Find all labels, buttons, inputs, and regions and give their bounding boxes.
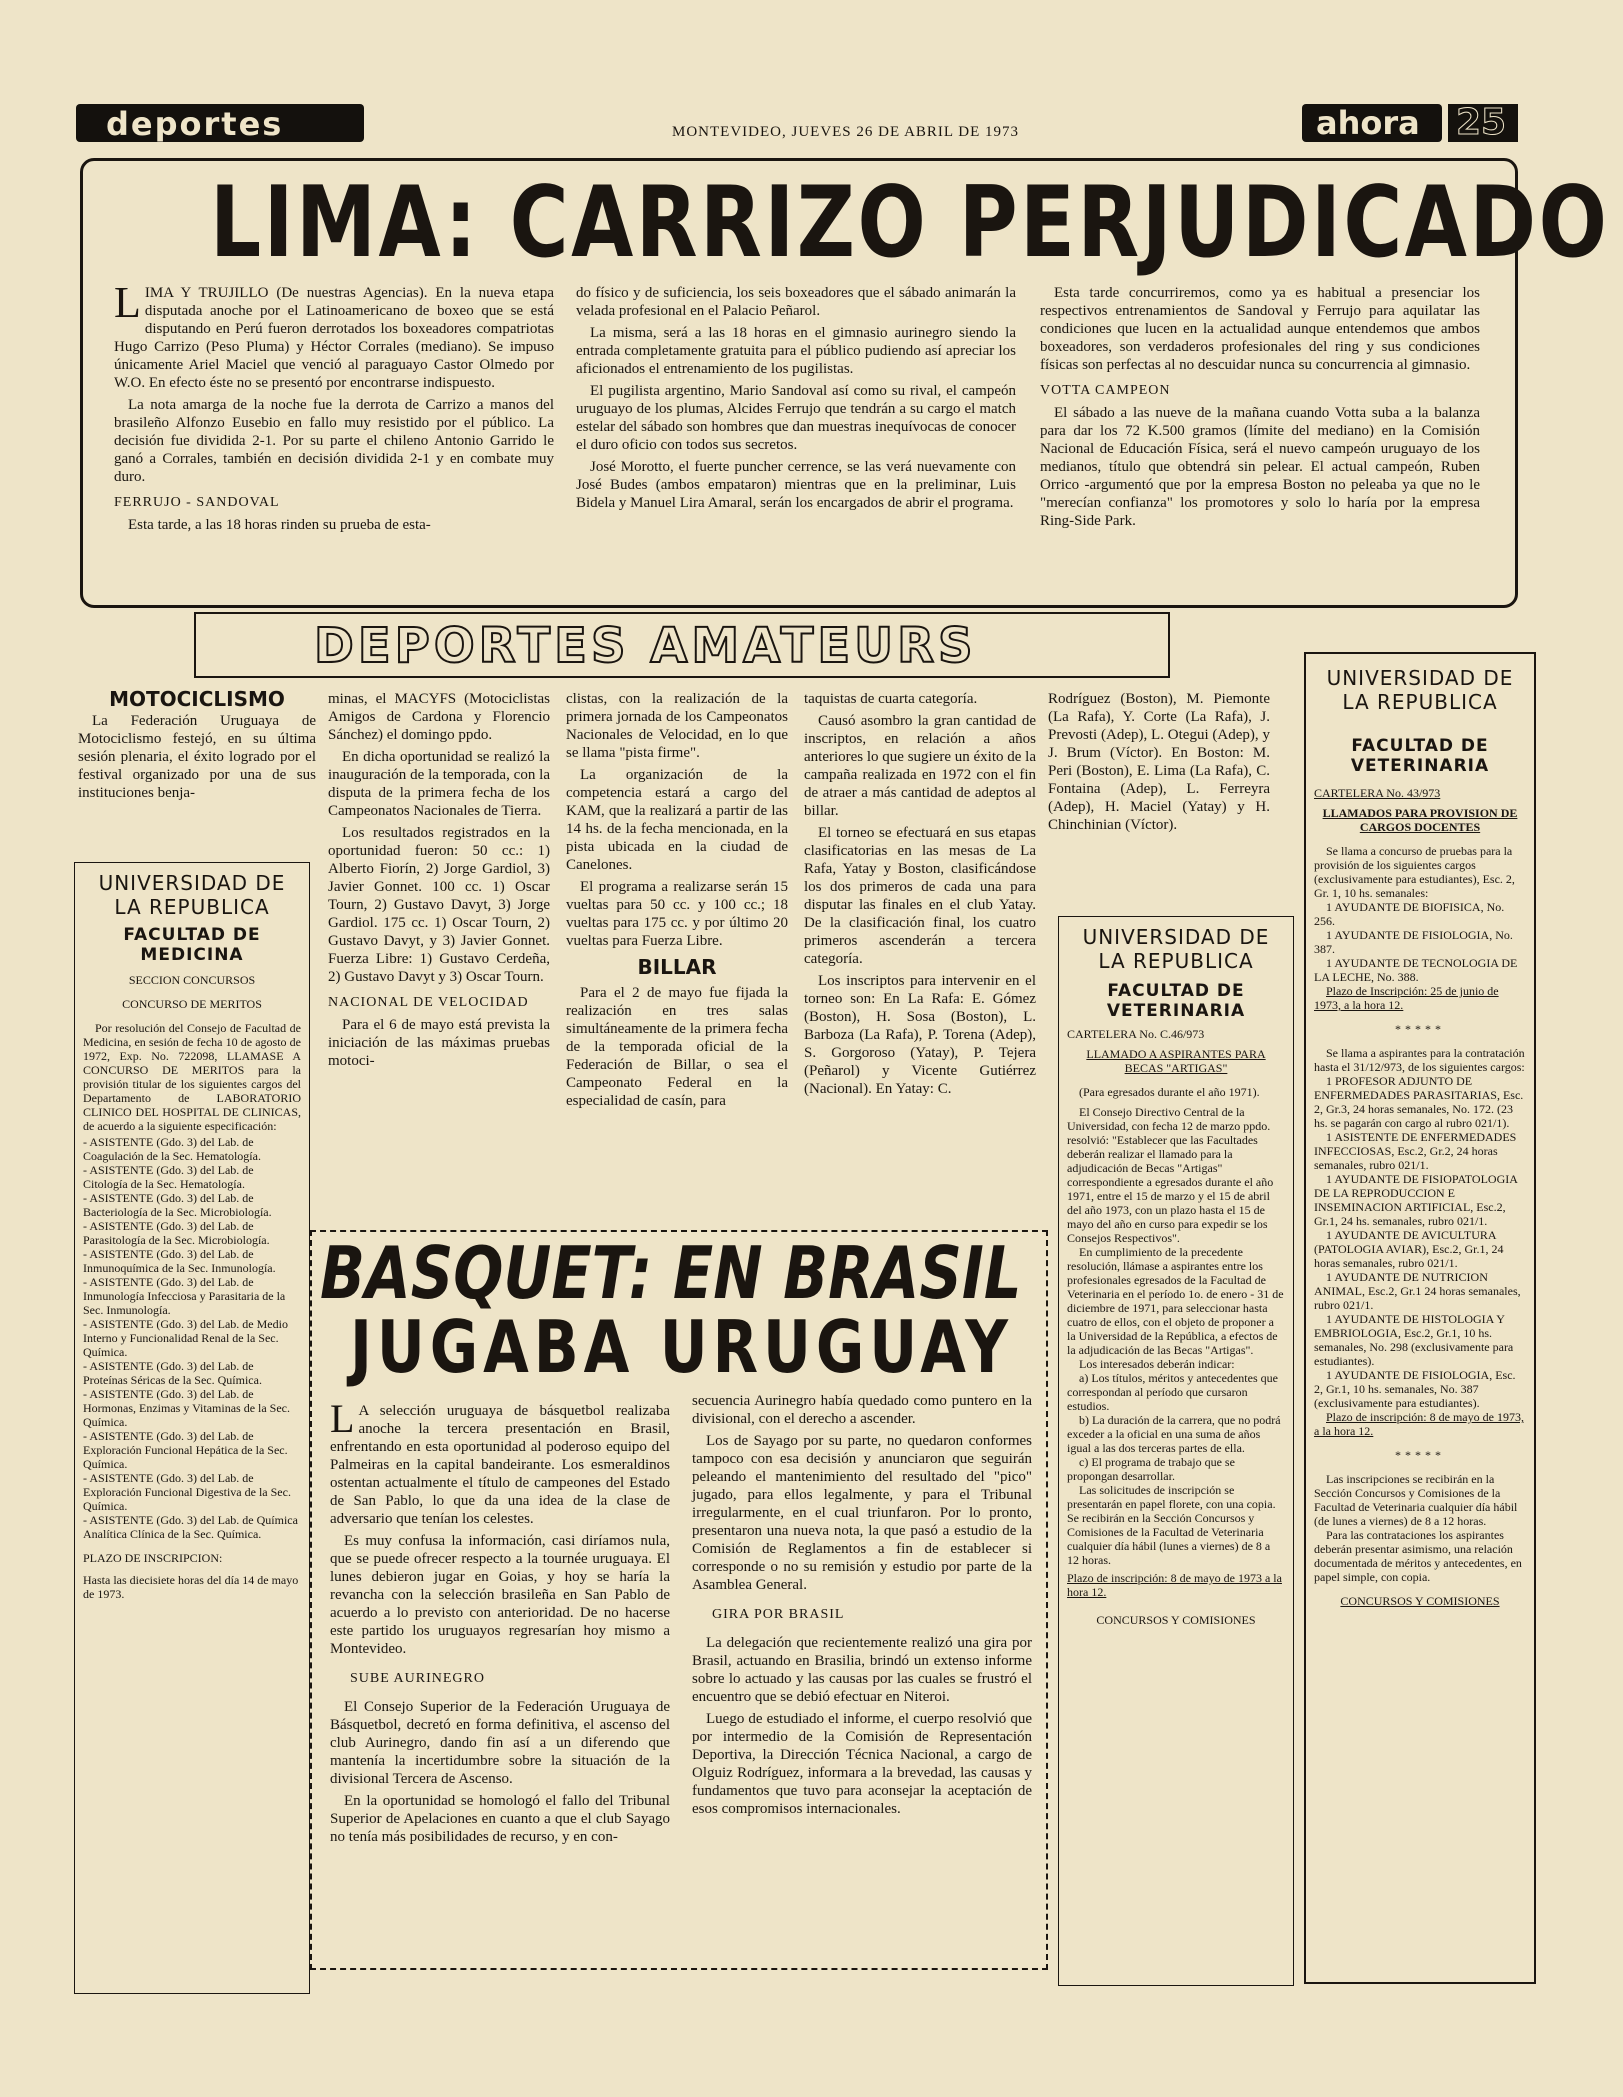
vet-right-p13: 1 AYUDANTE DE FISIOLOGIA, Esc. 2, Gr.1, 10 hs. semanales, No. 387 (exclusivamente para estudiantes). [1314, 1368, 1516, 1410]
amateurs-banner-text: DEPORTES AMATEURS [314, 618, 977, 674]
lead-column-1 [114, 278, 554, 538]
vet-right-p2: 1 AYUDANTE DE BIOFISICA, No. 256. [1314, 900, 1505, 928]
lead-col1-p2: La nota amarga de la noche fue la derrota de Carrizo a manos del brasileño Alfonzo Eusebio en fallo muy resistido por el público. La decisión fue dividida 2-1. Por su parte el chileno Antonio Garrido le ganó a Corrales, también en decisión dividida 2-1 y en combate muy duro. [114, 397, 554, 485]
medicina-item: - ASISTENTE (Gdo. 3) del Lab. de Exploración Funcional Hepática de la Sec. Química. [83, 1429, 288, 1471]
basquet-c2-p3: La delegación que recientemente realizó una gira por Brasil, actuando en Brasilia, brindó un extenso informe sobre lo actuado y las causas por las cuales se frustró el encuentro que se debió efectuar en Niteroi. [692, 1635, 1032, 1705]
vet-small-firma: CONCURSOS Y COMISIONES [1096, 1613, 1256, 1627]
amateurs-column-3 [566, 690, 788, 1114]
medicina-item: - ASISTENTE (Gdo. 3) del Lab. de Exploración Funcional Digestiva de la Sec. Química. [83, 1471, 291, 1513]
page-number-text: 25 [1456, 102, 1507, 143]
ad-veterinaria-docentes [1304, 652, 1536, 1984]
vet-right-p8: 1 ASISTENTE DE ENFERMEDADES INFECCIOSAS, Esc.2, Gr.2, 24 horas semanales, rubro 021/1. [1314, 1130, 1517, 1172]
vet-right-p16: Para las contrataciones los aspirantes deberán presentar asimismo, una relación documentada de méritos y antecedentes, en papel simple, con copia. [1314, 1528, 1522, 1584]
medicina-uni: UNIVERSIDAD DE LA REPUBLICA [98, 871, 286, 919]
lead-drop-cap: L [114, 278, 141, 327]
billar-c4-p1: taquistas de cuarta categoría. [804, 691, 978, 707]
medicina-item: - ASISTENTE (Gdo. 3) del Lab. de Coagulación de la Sec. Hematología. [83, 1135, 261, 1163]
vet-right-p6: Se llama a aspirantes para la contratación hasta el 31/12/973, de los siguientes cargos: [1314, 1046, 1525, 1074]
medicina-item: - ASISTENTE (Gdo. 3) del Lab. de Bacteriología de la Sec. Microbiología. [83, 1191, 272, 1219]
basquet-column-1 [330, 1396, 670, 1850]
basquet-c1-p1: A selección uruguaya de básquetbol realizaba anoche la tercera presentación en Brasil, enfrentando en esta oportunidad al poderoso equipo del Palmeiras en la capital bandeirante. Los esmeraldinos ostentan actualmente el título de campeones del Estado de San Pablo, lo que da una idea de la clase de adversario que tenían los celestes. [330, 1403, 670, 1527]
billar-c4-p2: Causó asombro la gran cantidad de inscriptos, en relación a años anteriores lo que sugiere un éxito de la campaña realizada en 1972 con el fin de atraer a más cantidad de adeptos al billar. [804, 713, 1037, 819]
lead-column-3 [1040, 284, 1480, 534]
medicina-concurso: CONCURSO DE MERITOS [122, 997, 262, 1011]
vet-small-p6: b) La duración de la carrera, que no podrá exceder a la oficial en una suma de años igual a las dos terceras partes de ella. [1067, 1413, 1281, 1455]
ad-facultad-medicina [74, 862, 310, 1994]
basquet-c1-p3: El Consejo Superior de la Federación Uruguaya de Básquetbol, decretó en forma definitiva, el ascenso del club Aurinegro, dando fin así a un diferendo que mantenía la incertidumbre sobre la situación de la divisional Tercera de Ascenso. [330, 1699, 670, 1787]
basquet-headline-2: JUGABA URUGUAY [350, 1305, 1013, 1389]
vet-right-p14: Plazo de inscripción: 8 de mayo de 1973, a la hora 12. [1314, 1410, 1524, 1438]
billar-c4-p3: El torneo se efectuará en sus etapas clasificatorias en las mesas de La Rafa, Yatay y Boston, clasificándose los dos primeros de cada una para disputar las finales en el club Yatay. De la clasificación final, los cuatro primeros ascenderán a tercera categoría. [804, 825, 1036, 967]
page-number [1448, 104, 1518, 142]
basquet-c2-subhead: GIRA POR BRASIL [712, 1607, 845, 1622]
lead-col2-p2: La misma, será a las 18 horas en el gimnasio aurinegro siendo la entrada completamente gratuita para el público pudiendo así apreciar los aficionados el entrenamiento de los pugilistas. [576, 325, 1016, 377]
vet-right-p10: 1 AYUDANTE DE AVICULTURA (PATOLOGIA AVIAR), Esc.2, Gr.1, 24 horas semanales, rubro 021/1. [1314, 1228, 1504, 1270]
basquet-c1-p2: Es muy confusa la información, casi diríamos nula, que se puede ofrecer respecto a la tournée uruguaya. El lunes debieron jugar en Goias, y hoy se haría la revancha con la selección brasileña en San Pablo de acuerdo a lo previsto con anterioridad. De no hacerse este partido los uruguayos regresarían hoy mismo a Montevideo. [330, 1533, 670, 1657]
dateline: MONTEVIDEO, JUEVES 26 DE ABRIL DE 1973 [672, 124, 1020, 140]
lead-col3-p2: El sábado a las nueve de la mañana cuando Votta suba a la balanza para dar los 72 K.500 gramos (límite del mediano) en la Comisión Nacional de Educación Física, será el nuevo campeón uruguayo de los medianos, título que obtendrá sin pelear. El actual campeón, Ruben Orrico -argumentó que por la empresa Boston no peleaba ya que no le "merecían confianza" los promotores y solo lo haría por la empresa Ring-Side Park. [1040, 405, 1480, 529]
basquet-c2-p1: secuencia Aurinegro había quedado como puntero en la divisional, con el derecho a ascender. [692, 1393, 1032, 1427]
medicina-item: - ASISTENTE (Gdo. 3) del Lab. de Parasitología de la Sec. Microbiología. [83, 1219, 270, 1247]
medicina-body: Por resolución del Consejo de Facultad de Medicina, en sesión de fecha 10 de agosto de 1972, Exp. No. 722098, LLAMASE A CONCURSO DE MERITOS para la provisión titular de los siguientes cargos del Departamento de LABORATORIO CLINICO DEL HOSPITAL DE CLINICAS, de acuerdo a la siguiente especificación: [83, 1021, 301, 1133]
motociclismo-heading: MOTOCICLISMO [109, 687, 285, 711]
lead-column-2 [576, 284, 1016, 516]
moto-c3-p3: El programa a realizarse serán 15 vueltas para 50 cc. y 100 cc.; 18 vueltas para 175 cc. y por último 20 vueltas para Fuerza Libre. [566, 879, 788, 949]
vet-right-cartelera: CARTELERA No. 43/973 [1314, 786, 1441, 800]
basquet-c1-p4: En la oportunidad se homologó el fallo del Tribunal Superior de Apelaciones en cuanto a que el club Sayago no tenía más posibilidades de recurso, y en con- [330, 1793, 670, 1845]
vet-right-fac: FACULTAD DE VETERINARIA [1350, 736, 1490, 776]
vet-small-p1: (Para egresados durante el año 1971). [1079, 1085, 1260, 1099]
medicina-plazo-head: PLAZO DE INSCRIPCION: [83, 1551, 223, 1565]
medicina-item: - ASISTENTE (Gdo. 3) del Lab. de Inmunología Infecciosa y Parasitaria de la Sec. Inmunología. [83, 1275, 286, 1317]
lead-col1-p3: Esta tarde, a las 18 horas rinden su prueba de esta- [128, 517, 431, 533]
medicina-fac: FACULTAD DE MEDICINA [123, 925, 261, 965]
lead-col2-p3: El pugilista argentino, Mario Sandoval así como su rival, el campeón uruguayo de los plumas, Alcides Ferrujo que tendrán a su cargo el match estelar del sábado son hombres que dan muestras inequívocas de conocer el duro oficio con todos sus secretos. [576, 383, 1016, 453]
moto-p1: La Federación Uruguaya de Motociclismo festejó, en su última sesión plenaria, el éxito logrado por el festival organizado por una de sus instituciones benja- [78, 713, 316, 801]
paper-label-text: ahora [1316, 104, 1420, 142]
lead-col1-subhead: FERRUJO - SANDOVAL [114, 495, 280, 510]
lead-col1-p1: IMA Y TRUJILLO (De nuestras Agencias). En la nueva etapa disputada anoche por el Latinoamericano de boxeo que se está disputando en Perú fueron derrotados los boxeadores compatriotas Hugo Carrizo (Peso Pluma) y Héctor Corrales (mediano). Se impuso únicamente Ariel Maciel que venció al paraguayo Castor Olmedo por W.O. En efecto éste no se presentó por encontrarse indispuesto. [114, 285, 554, 391]
amateurs-column-1 [78, 687, 316, 806]
vet-right-p5: Plazo de Inscripción: 25 de junio de 1973, a la hora 12. [1314, 984, 1499, 1012]
basquet-c2-p2: Los de Sayago por su parte, no quedaron conformes tampoco con esa decisión y anunciaron que seguirán peleando el mantenimiento del resultado del "pico" jugado, para ellos legalmente, y para el Tribunal irregularmente, en el cual triunfaron. Por lo pronto, presentaron una nueva nota, la que pasó a estudio de la Comisión de Reglamentos a fin de establecer si corresponde o no su remisión y estudio por parte de la Asamblea General. [692, 1433, 1032, 1593]
vet-small-p4: Los interesados deberán indicar: [1079, 1357, 1235, 1371]
vet-small-cartelera: CARTELERA No. C.46/973 [1067, 1027, 1205, 1041]
vet-right-firma: CONCURSOS Y COMISIONES [1340, 1594, 1500, 1608]
ad-veterinaria-becas [1058, 916, 1294, 1986]
vet-right-llamados: LLAMADOS PARA PROVISION DE CARGOS DOCENTES [1322, 806, 1518, 834]
moto-c2-p2: En dicha oportunidad se realizó la inauguración de la temporada, con la disputa de la primera fecha de los Campeonatos Nacionales de Tierra. [328, 749, 550, 819]
vet-small-p3: En cumplimiento de la precedente resolución, llámase a aspirantes entre los profesionales egresados de la Facultad de Veterinaria en el período 1o. de enero - 31 de diciembre de 1971, para seleccionar hasta cuatro de ellos, con el objeto de proponer a la Universidad de la República, a efectos de la adjudicación de las Becas "Artigas". [1067, 1245, 1284, 1357]
vet-right-p3: 1 AYUDANTE DE FISIOLOGIA, No. 387. [1314, 928, 1513, 956]
lead-col3-p1: Esta tarde concurriremos, como ya es habitual a presenciar los respectivos entrenamientos de Sandoval y Ferrujo para aquilatar las condiciones que lucen en la actualidad aunque entendemos que ambos boxeadores, son verdaderos profesionales del ring y sus condiciones físicas son perfectas al no descuidar nunca su concurrencia al gimnasio. [1040, 285, 1480, 373]
medicina-item: - ASISTENTE (Gdo. 3) del Lab. de Medio Interno y Funcionalidad Renal de la Sec. Química. [83, 1317, 288, 1359]
medicina-item-list [83, 1135, 301, 1541]
medicina-item: - ASISTENTE (Gdo. 3) del Lab. de Proteínas Séricas de la Sec. Química. [83, 1359, 262, 1387]
medicina-item: - ASISTENTE (Gdo. 3) del Lab. de Hormonas, Enzimas y Vitaminas de la Sec. Química. [83, 1387, 291, 1429]
billar-c4-p4: Los inscriptos para intervenir en el torneo son: En La Rafa: E. Gómez (Boston), H. Sosa (Boston), L. Barboza (La Rafa), P. Torena (Adep), S. Gorgoroso (Yatay), P. Tejera (Peñarol) y Vicente Gutiérrez (Nacional). En Yatay: C. [804, 973, 1036, 1097]
billar-heading: BILLAR [637, 955, 717, 979]
medicina-item: - ASISTENTE (Gdo. 3) del Lab. de Inmunoquímica de la Sec. Inmunología. [83, 1247, 276, 1275]
vet-small-llamado: LLAMADO A ASPIRANTES PARA BECAS "ARTIGAS" [1086, 1047, 1266, 1075]
amateurs-column-5 [1048, 690, 1270, 838]
vet-small-p8: Las solicitudes de inscripción se presentarán en papel florete, con una copia. Se recibirán en la Sección Concursos y Comisiones de la Facultad de Veterinaria cualquier día hábil (lunes a viernes) de 8 a 12 horas. [1067, 1483, 1276, 1567]
medicina-item: - ASISTENTE (Gdo. 3) del Lab. de Citología de la Sec. Hematología. [83, 1163, 254, 1191]
vet-right-p15: Las inscripciones se recibirán en la Sección Concursos y Comisiones de la Facultad de Veterinaria cualquier día hábil (de lunes a viernes) de 8 a 12 horas. [1314, 1472, 1518, 1528]
moto-c3-p1: clistas, con la realización de la primera jornada de los Campeonatos Nacionales de Velocidad, en lo que se llama "pista firme". [566, 691, 788, 761]
billar-p1: Para el 2 de mayo fue fijada la realización en tres salas simultáneamente de la primera fecha de la temporada oficial de la Federación de Billar, o sea el Campeonato Federal en la especialidad de casín, para [566, 985, 788, 1109]
vet-small-p5: a) Los títulos, méritos y antecedentes que correspondan al período que cursaron estudios. [1067, 1371, 1278, 1413]
moto-c2-p1: minas, el MACYFS (Motociclistas Amigos de Cardona y Florencio Sánchez) el domingo ppdo. [328, 691, 550, 743]
medicina-item: - ASISTENTE (Gdo. 3) del Lab. de Química Analítica Clínica de la Sec. Química. [83, 1513, 298, 1541]
vet-right-p4: 1 AYUDANTE DE TECNOLOGIA DE LA LECHE, No. 388. [1314, 956, 1518, 984]
vet-right-uni: UNIVERSIDAD DE LA REPUBLICA [1326, 666, 1514, 714]
lead-col2-p4: José Morotto, el fuerte puncher cerrence, se las verá nuevamente con José Budes (ambos empataron) mientras que en la preliminar, Luis Bidela y Manuel Lira Amaral, serán los encargados de abrir el programa. [576, 459, 1016, 511]
vet-small-p7: c) El programa de trabajo que se propongan desarrollar. [1067, 1455, 1235, 1483]
moto-c3-p2: La organización de la competencia estará a cargo del KAM, que la realizará a partir de las 14 hs. de la fecha mencionada, en la pista ubicada en la ciudad de Canelones. [566, 767, 788, 873]
lead-headline: LIMA: CARRIZO PERJUDICADO [210, 166, 1610, 280]
section-label-text: deportes [106, 105, 284, 143]
vet-right-p9: 1 AYUDANTE DE FISIOPATOLOGIA DE LA REPRODUCCION E INSEMINACION ARTIFICIAL, Esc.2, Gr.1, 24 hs. semanales, rubro 021/1. [1314, 1172, 1518, 1228]
paper-label [1302, 104, 1442, 142]
amateurs-column-4 [804, 690, 1036, 1102]
moto-c2-subhead: NACIONAL DE VELOCIDAD [328, 995, 529, 1010]
amateurs-banner [194, 612, 1170, 678]
billar-c5-p1: Rodríguez (Boston), M. Piemonte (La Rafa), Y. Corte (La Rafa), J. Prevosti (Adep), L. Otegui (Adep), y J. Brum (Víctor). En Boston: M. Peri (Boston), E. Lima (La Rafa), C. Fontaina (Adep), L. Ferreyra (Adep), H. Maciel (Yatay) y H. Chinchinian (Víctor). [1048, 691, 1270, 833]
moto-c2-p3: Los resultados registrados en la oportunidad fueron: 50 cc.: 1) Alberto Fiorín, 2) Jorge Gardiol, 3) Javier Gonnet. 100 cc. 1) Oscar Tourn, 2) Gustavo Davyt, 3) Jorge Gardiol. 175 cc. 1) Oscar Tourn, 2) Gustavo Davyt, y 3) Javier Gonnet. Fuerza Libre: 1) Gustavo Cerdeña, 2) Gustavo Davyt y 3) Oscar Tourn. [328, 825, 550, 985]
vet-right-separator-2: ***** [1395, 1448, 1445, 1462]
vet-right-p12: 1 AYUDANTE DE HISTOLOGIA Y EMBRIOLOGIA, Esc.2, Gr.1, 10 hs. semanales, No. 298 (exclusivamente para estudiantes). [1314, 1312, 1514, 1368]
vet-small-p2: El Consejo Directivo Central de la Universidad, con fecha 12 de marzo ppdo. resolvió: "Establecer que las Facultades deberán realizar el llamado para la adjudicación de Becas "Artigas" correspondiente a egresados durante el año 1971, entre el 15 de marzo y el 15 de abril del año 1973, con un plazo hasta el 15 de mayo del año en curso para expedir se los Consejos Respectivos". [1067, 1105, 1274, 1245]
lead-col2-p1: do físico y de suficiencia, los seis boxeadores que el sábado animarán la velada profesional en el Palacio Peñarol. [576, 285, 1016, 319]
section-label [76, 104, 364, 142]
vet-right-p1: Se llama a concurso de pruebas para la provisión de los siguientes cargos (exclusivamente para estudiantes), Esc. 2, Gr. 1, 10 hs. semanales: [1314, 844, 1515, 900]
vet-right-p11: 1 AYUDANTE DE NUTRICION ANIMAL, Esc.2, Gr.1 24 horas semanales, rubro 021/1. [1314, 1270, 1521, 1312]
basquet-drop-cap: L [330, 1396, 355, 1441]
medicina-seccion: SECCION CONCURSOS [128, 973, 256, 987]
moto-c2-p4: Para el 6 de mayo está prevista la iniciación de las máximas pruebas motoci- [328, 1017, 550, 1069]
basquet-c1-subhead: SUBE AURINEGRO [350, 1671, 485, 1686]
vet-small-plazo: Plazo de inscripción: 8 de mayo de 1973 a la hora 12. [1067, 1571, 1282, 1599]
amateurs-column-2 [328, 690, 550, 1074]
vet-small-fac: FACULTAD DE VETERINARIA [1106, 981, 1246, 1021]
medicina-plazo: Hasta las diecisiete horas del día 14 de mayo de 1973. [83, 1573, 299, 1601]
vet-small-uni: UNIVERSIDAD DE LA REPUBLICA [1082, 925, 1270, 973]
vet-right-separator: ***** [1395, 1022, 1445, 1036]
basquet-headline-1: BASQUET: EN BRASIL [320, 1231, 1022, 1315]
basquet-c2-p4: Luego de estudiado el informe, el cuerpo resolvió que por intermedio de la Comisión de Representación Deportiva, la Dirección Técnica Nacional, a cargo de Olguiz Rodríguez, informara a la brevedad, las causas y fundamentos que tuvo para aconsejar la aceptación de esos compromisos internacionales. [692, 1711, 1032, 1817]
lead-col3-subhead: VOTTA CAMPEON [1040, 383, 1171, 398]
vet-right-p7: 1 PROFESOR ADJUNTO DE ENFERMEDADES PARASITARIAS, Esc. 2, Gr.3, 24 horas semanales, No. 172. (23 hs. se pagarán con cargo al rubro 021/1). [1314, 1074, 1524, 1130]
basquet-column-2 [692, 1392, 1032, 1822]
